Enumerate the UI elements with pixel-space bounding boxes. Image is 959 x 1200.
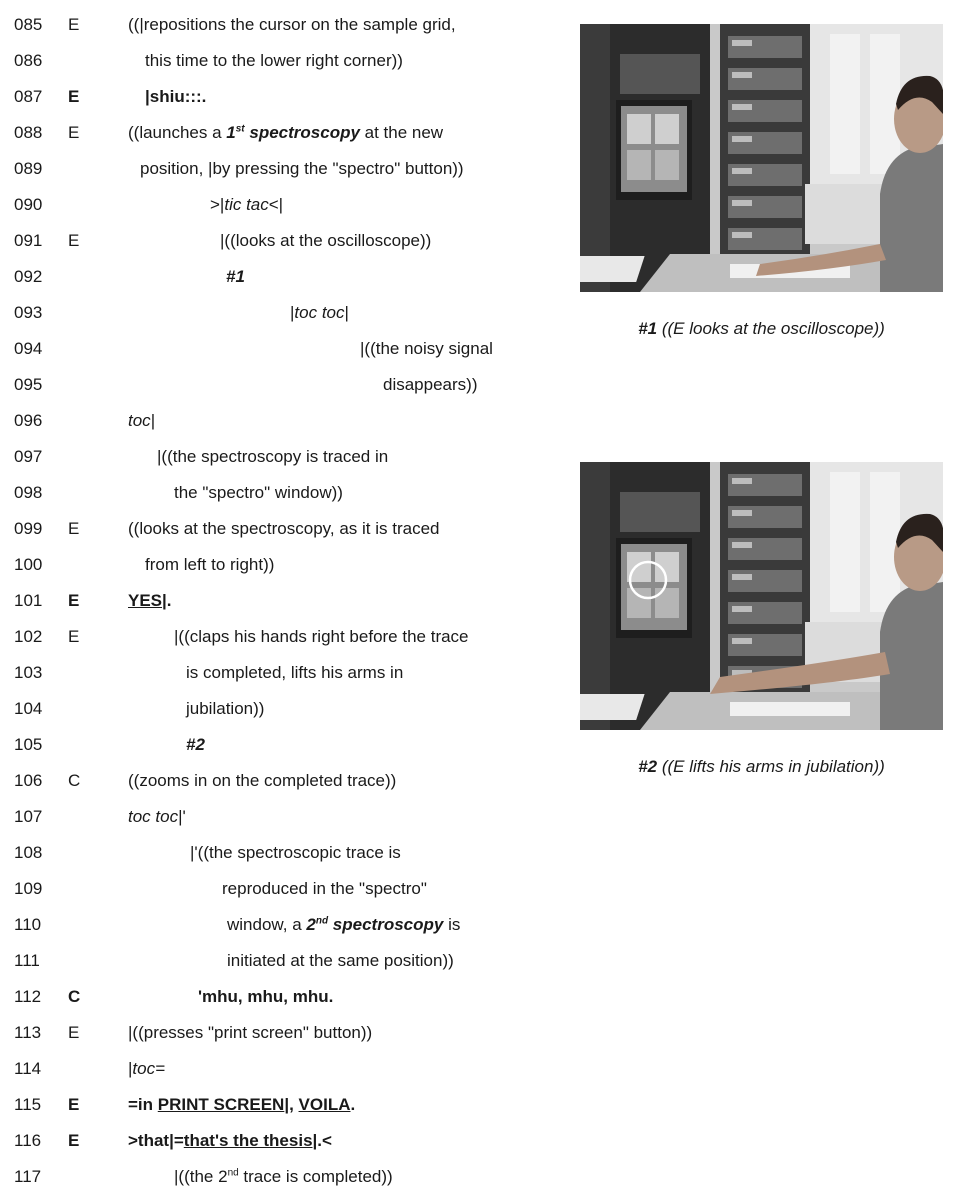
- line-number: 102: [14, 627, 43, 646]
- transcript-line: [0, 440, 560, 474]
- text-run: st: [235, 123, 245, 135]
- line-number: 108: [14, 843, 43, 862]
- transcript-line: [0, 8, 560, 42]
- line-number: 085: [14, 15, 43, 34]
- text-run: |((presses "print screen" button)): [128, 1023, 373, 1042]
- utterance-text: [220, 224, 431, 258]
- speaker-label: E: [68, 627, 80, 646]
- text-run: |.: [162, 591, 172, 610]
- text-run: ((looks at the spectroscopy, as it is traced: [128, 519, 440, 538]
- text-run: |'((the spectroscopic trace is: [190, 843, 401, 862]
- utterance-text: [186, 728, 205, 762]
- speaker-label: E: [68, 231, 80, 250]
- text-run: |: [290, 303, 295, 322]
- line-number: 094: [14, 339, 43, 358]
- line-number: 097: [14, 447, 43, 466]
- line-number: 099: [14, 519, 43, 538]
- line-number: 115: [14, 1095, 42, 1114]
- utterance-text: [145, 548, 274, 582]
- text-run: |((looks at the oscilloscope)): [220, 231, 432, 250]
- text-run: trace is completed)): [238, 1167, 393, 1186]
- transcript-line: [0, 1088, 560, 1122]
- text-run: |((claps his hands right before the trace: [174, 627, 469, 646]
- line-number: 112: [14, 987, 42, 1006]
- utterance-text: [174, 476, 343, 510]
- transcript-line: [0, 1160, 560, 1194]
- utterance-text: [128, 116, 443, 150]
- utterance-text: [174, 1160, 393, 1194]
- utterance-text: [128, 1124, 332, 1158]
- line-number: 100: [14, 555, 43, 574]
- text-run: the "spectro" window)): [174, 483, 343, 502]
- transcript-line: [0, 692, 560, 726]
- utterance-text: [128, 512, 439, 546]
- transcript-line: [0, 296, 560, 330]
- transcript-line: [0, 872, 560, 906]
- speaker-label: C: [68, 771, 81, 790]
- text-run: =in: [128, 1095, 158, 1114]
- text-run: YES: [128, 591, 163, 610]
- line-number: 114: [14, 1059, 42, 1078]
- utterance-text: [226, 260, 245, 294]
- utterance-text: [128, 404, 155, 438]
- speaker-label: E: [68, 87, 80, 106]
- text-run: 2: [306, 915, 316, 934]
- text-run: from left to right)): [145, 555, 275, 574]
- transcript-line: [0, 620, 560, 654]
- figure-label: #2: [638, 757, 658, 776]
- transcript-line: [0, 260, 560, 294]
- line-number: 116: [14, 1131, 42, 1150]
- figure-caption-text: ((E looks at the oscilloscope)): [657, 319, 885, 338]
- speaker-label: E: [68, 123, 80, 142]
- line-number: 101: [14, 591, 43, 610]
- text-run: that's the thesis: [183, 1131, 313, 1150]
- text-run: toc toc: [294, 303, 345, 322]
- speaker-label: E: [68, 591, 80, 610]
- text-run: |((the spectroscopy is traced in: [157, 447, 389, 466]
- text-run: |,: [284, 1095, 299, 1114]
- text-run: VOILA: [298, 1095, 351, 1114]
- transcript-line: [0, 980, 560, 1014]
- text-run: reproduced in the "spectro": [222, 879, 427, 898]
- text-run: position, |by pressing the "spectro" button)): [140, 159, 464, 178]
- text-run: this time to the lower right corner)): [145, 51, 403, 70]
- utterance-text: [145, 80, 206, 114]
- text-run: nd: [315, 915, 329, 927]
- speaker-label: E: [68, 1023, 80, 1042]
- line-number: 098: [14, 483, 43, 502]
- text-run: ((zooms in on the completed trace)): [128, 771, 397, 790]
- text-run: PRINT SCREEN: [157, 1095, 285, 1114]
- line-number: 107: [14, 807, 43, 826]
- figure-label: #1: [638, 319, 658, 338]
- transcript-line: [0, 944, 560, 978]
- text-run: window, a: [227, 915, 307, 934]
- utterance-text: [227, 908, 460, 942]
- utterance-text: [186, 656, 403, 690]
- transcript-line: [0, 764, 560, 798]
- transcript-line: [0, 512, 560, 546]
- transcript-line: [0, 44, 560, 78]
- utterance-text: [383, 368, 478, 402]
- transcript-line: [0, 476, 560, 510]
- text-run: 1: [226, 123, 236, 142]
- text-run: |((the 2: [174, 1167, 228, 1186]
- text-run: #1: [226, 267, 245, 286]
- text-run: at the new: [359, 123, 444, 142]
- text-run: #2: [186, 735, 205, 754]
- line-number: 095: [14, 375, 43, 394]
- line-number: 113: [14, 1023, 42, 1042]
- transcript-line: [0, 152, 560, 186]
- text-run: >|: [210, 195, 225, 214]
- line-number: 093: [14, 303, 43, 322]
- utterance-text: [198, 980, 333, 1014]
- utterance-text: [210, 188, 283, 222]
- transcript-line: [0, 548, 560, 582]
- utterance-text: [145, 44, 403, 78]
- line-number: 091: [14, 231, 43, 250]
- text-run: ((|repositions the cursor on the sample grid,: [128, 15, 456, 34]
- utterance-text: [140, 152, 464, 186]
- text-run: |': [178, 807, 186, 826]
- transcript-line: [0, 116, 560, 150]
- text-run: |: [344, 303, 349, 322]
- text-run: <|: [268, 195, 284, 214]
- line-number: 096: [14, 411, 43, 430]
- speaker-label: E: [68, 1131, 80, 1150]
- transcript-line: [0, 1124, 560, 1158]
- transcript-line: [0, 404, 560, 438]
- text-run: tic tac: [224, 195, 269, 214]
- utterance-text: [227, 944, 454, 978]
- text-run: toc toc: [128, 807, 179, 826]
- transcript-line: [0, 80, 560, 114]
- utterance-text: [190, 836, 401, 870]
- speaker-label: E: [68, 519, 80, 538]
- text-run: .: [350, 1095, 356, 1114]
- line-number: 086: [14, 51, 43, 70]
- text-run: initiated at the same position)): [227, 951, 454, 970]
- speaker-label: C: [68, 987, 81, 1006]
- utterance-text: [157, 440, 388, 474]
- transcript-line: [0, 908, 560, 942]
- text-run: |: [150, 411, 156, 430]
- transcript-line: [0, 1016, 560, 1050]
- text-run: >that|=: [128, 1131, 184, 1150]
- line-number: 109: [14, 879, 43, 898]
- utterance-text: [290, 296, 349, 330]
- line-number: 087: [14, 87, 43, 106]
- figure-caption-text: ((E lifts his arms in jubilation)): [657, 757, 885, 776]
- transcript-line: [0, 332, 560, 366]
- text-run: is: [443, 915, 461, 934]
- utterance-text: [174, 620, 469, 654]
- text-run: nd: [227, 1167, 239, 1179]
- utterance-text: [128, 1052, 165, 1086]
- line-number: 089: [14, 159, 43, 178]
- text-run: is completed, lifts his arms in: [186, 663, 404, 682]
- line-number: 088: [14, 123, 43, 142]
- utterance-text: [128, 584, 172, 618]
- line-number: 106: [14, 771, 43, 790]
- transcript-line: [0, 188, 560, 222]
- text-run: |((the noisy signal: [360, 339, 493, 358]
- utterance-text: [186, 692, 264, 726]
- video-still-2: [580, 462, 943, 730]
- line-number: 103: [14, 663, 43, 682]
- text-run: 'mhu, mhu, mhu.: [198, 987, 334, 1006]
- utterance-text: [128, 1016, 372, 1050]
- utterance-text: [222, 872, 427, 906]
- text-run: |.<: [312, 1131, 332, 1150]
- utterance-text: [128, 1088, 355, 1122]
- line-number: 104: [14, 699, 43, 718]
- text-run: disappears)): [383, 375, 478, 394]
- line-number: 105: [14, 735, 43, 754]
- transcript-line: [0, 584, 560, 618]
- transcript-line: [0, 368, 560, 402]
- speaker-label: E: [68, 1095, 80, 1114]
- utterance-text: [128, 764, 396, 798]
- text-run: |shiu:::.: [145, 87, 207, 106]
- line-number: 092: [14, 267, 43, 286]
- line-number: 090: [14, 195, 43, 214]
- line-number: 117: [14, 1167, 42, 1186]
- utterance-text: [360, 332, 493, 366]
- transcript-line: [0, 224, 560, 258]
- text-run: spectroscopy: [328, 915, 444, 934]
- text-run: toc: [128, 411, 151, 430]
- transcript-line: [0, 836, 560, 870]
- transcript-line: [0, 656, 560, 690]
- text-run: spectroscopy: [244, 123, 360, 142]
- line-number: 111: [14, 951, 40, 970]
- text-run: toc=: [132, 1059, 166, 1078]
- line-number: 110: [14, 915, 42, 934]
- video-still-1: [580, 24, 943, 292]
- text-run: jubilation)): [186, 699, 265, 718]
- transcript-line: [0, 1052, 560, 1086]
- speaker-label: E: [68, 15, 80, 34]
- utterance-text: [128, 8, 456, 42]
- text-run: ((launches a: [128, 123, 227, 142]
- utterance-text: [128, 800, 186, 834]
- transcript-line: [0, 800, 560, 834]
- figure-caption-1: [580, 318, 943, 340]
- text-run: |: [128, 1059, 133, 1078]
- figure-caption-2: [580, 756, 943, 778]
- transcript-line: [0, 728, 560, 762]
